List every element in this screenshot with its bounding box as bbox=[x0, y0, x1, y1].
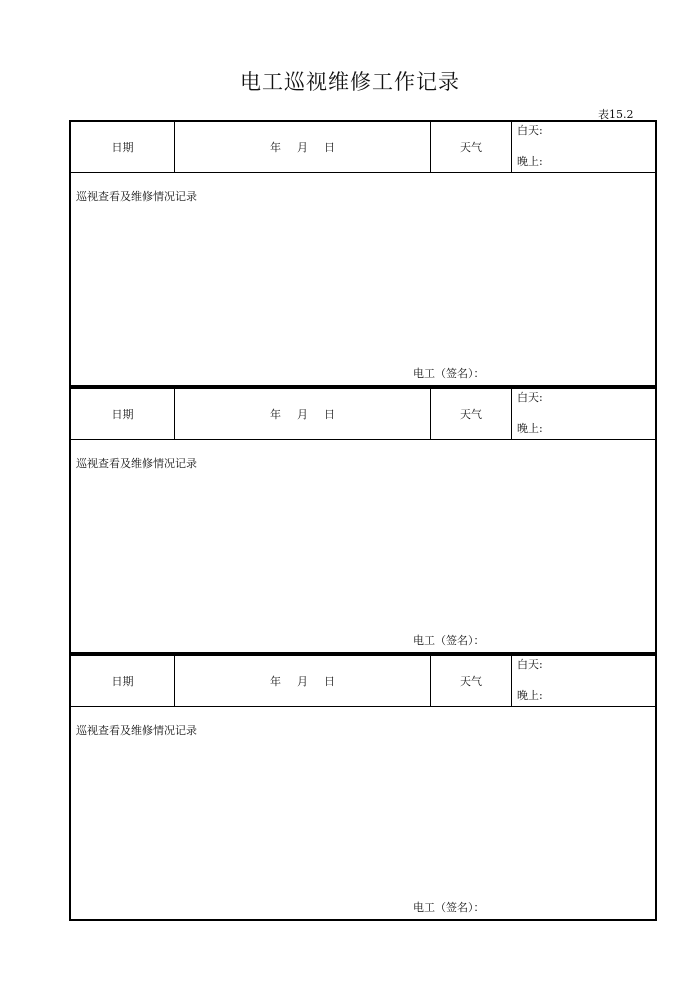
day-label: 日 bbox=[324, 141, 335, 154]
month-label: 月 bbox=[297, 141, 308, 154]
weather-field[interactable] bbox=[512, 656, 655, 706]
weather-label: 天气 bbox=[431, 656, 512, 706]
signature-label: 电工（签名）： bbox=[413, 901, 485, 914]
weather-field[interactable] bbox=[512, 122, 655, 172]
day-label: 日 bbox=[324, 408, 335, 421]
page-title: 电工巡视维修工作记录 bbox=[240, 70, 460, 94]
year-label: 年 bbox=[270, 141, 281, 154]
record-field[interactable] bbox=[71, 173, 655, 385]
month-label: 月 bbox=[297, 675, 308, 688]
record-block bbox=[69, 120, 657, 387]
weather-night-label: 晚上: bbox=[517, 689, 543, 702]
weather-night-label: 晚上: bbox=[517, 155, 543, 168]
month-label: 月 bbox=[297, 408, 308, 421]
table-number: 表15.2 bbox=[598, 108, 634, 121]
date-field[interactable] bbox=[175, 656, 431, 706]
header-row bbox=[71, 656, 655, 707]
date-field[interactable] bbox=[175, 389, 431, 439]
record-label: 巡视查看及维修情况记录 bbox=[76, 457, 197, 470]
weather-day-label: 白天: bbox=[517, 124, 543, 137]
header-row bbox=[71, 389, 655, 440]
day-label: 日 bbox=[324, 675, 335, 688]
record-field[interactable] bbox=[71, 707, 655, 919]
signature-label: 电工（签名）： bbox=[413, 367, 485, 380]
weather-label: 天气 bbox=[431, 122, 512, 172]
weather-day-label: 白天: bbox=[517, 658, 543, 671]
year-label: 年 bbox=[270, 408, 281, 421]
weather-night-label: 晚上: bbox=[517, 422, 543, 435]
date-label: 日期 bbox=[71, 122, 175, 172]
header-row bbox=[71, 122, 655, 173]
year-label: 年 bbox=[270, 675, 281, 688]
record-field[interactable] bbox=[71, 440, 655, 652]
weather-field[interactable] bbox=[512, 389, 655, 439]
signature-label: 电工（签名）： bbox=[413, 634, 485, 647]
weather-label: 天气 bbox=[431, 389, 512, 439]
date-label: 日期 bbox=[71, 389, 175, 439]
date-label: 日期 bbox=[71, 656, 175, 706]
record-label: 巡视查看及维修情况记录 bbox=[76, 724, 197, 737]
record-label: 巡视查看及维修情况记录 bbox=[76, 190, 197, 203]
record-block bbox=[69, 387, 657, 654]
record-block bbox=[69, 654, 657, 921]
date-field[interactable] bbox=[175, 122, 431, 172]
weather-day-label: 白天: bbox=[517, 391, 543, 404]
